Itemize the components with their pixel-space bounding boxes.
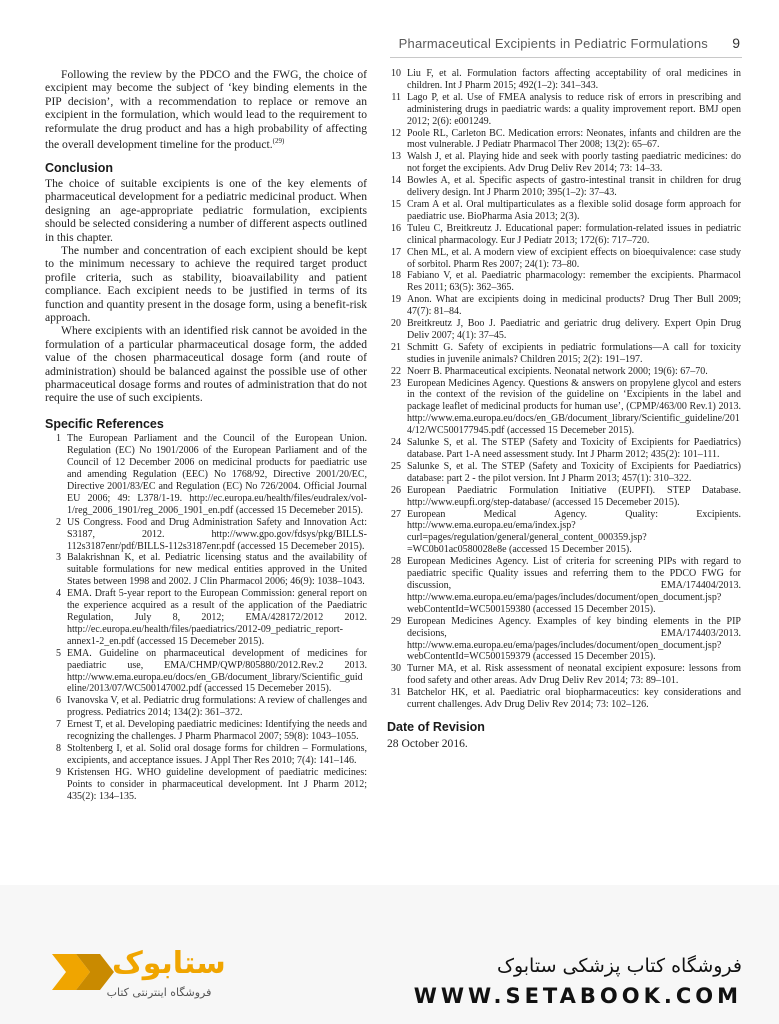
reference-item: 27 European Medical Agency. Quality: Excipients. http://www.ema.europa.eu/ema/index.jsp?curl=pages/regulation/general/general_content_000359.jsp?=WC0b01ac0580028e8e (accessed 15 December 2015). [391, 508, 741, 556]
reference-item: 29 European Medicines Agency. Examples of key binding elements in the PIP decisions, EMA/174403/2013. http://www.ema.europa.eu/ema/pages/includes/document/open_document.jsp?webContentId=WC500159379 (accessed 15 December 2015). [391, 615, 741, 663]
reference-item: 3 Balakrishnan K, et al. Pediatric licensing status and the availability of suitable formulations for new medical entities approved in the United States between 1998 and 2002. J Clin Pharmacol 2006; 46(9): 1038–1043. [56, 552, 367, 588]
reference-item: 16 Tuleu C, Breitkreutz J. Educational paper: formulation-related issues in pediatric clinical pharmacology. Eur J Pediatr 2013; 172(6): 717–720. [391, 222, 741, 246]
reference-item: 7 Ernest T, et al. Developing paediatric medicines: Identifying the needs and recognizing the challenges. J Pharm Pharmacol 2007; 59(8): 1043–1055. [56, 719, 367, 743]
reference-item: 10 Liu F, et al. Formulation factors affecting acceptability of oral medicines in children. Int J Pharm 2015; 492(1–2): 341–343. [391, 68, 741, 91]
reference-item: 11 Lago P, et al. Use of FMEA analysis to reduce risk of errors in prescribing and administering drugs in paediatric wards: a quality improvement report. BMJ open 2012; 2(6): e001249. [391, 91, 741, 127]
reference-item: 5 EMA. Guideline on pharmaceutical development of medicines for paediatric use, EMA/CHMP/QWP/805880/2012.Rev.2 2013. http://www.ema.europa.eu/docs/en_GB/document_library/Scientific_guideline/2013/07/WC500147002.pdf (accessed 15 Decemeber 2015). [56, 647, 367, 695]
citation-sup: (29) [272, 137, 285, 146]
reference-item: 1 The European Parliament and the Council of the European Union. Regulation (EC) No 1901/2006 of the European Parliament and of the Council of 12 December 2006 on medicinal products for paediatric use and amending Regulation (EEC) No 1768/92, Directive 2001/20/EC, Directive 2001/83/EC and Regulation (EC) No 726/2004. Official Journal EU 2006; 49: L378/1-19. http://ec.europa.eu/health/files/eudralex/vol-1/reg_2006_1901/reg_2006_1901_en.pdf (accessed 15 Decemeber 2015). [56, 433, 367, 516]
reference-item: 17 Chen ML, et al. A modern view of excipient effects on bioequivalence: case study of sorbitol. Pharm Res 2007; 24(1): 73–80. [391, 246, 741, 270]
revision-date: 28 October 2016. [387, 736, 468, 750]
running-header [390, 33, 742, 58]
conclusion-paragraph-2: The number and concentration of each excipient should be kept to the minimum necessary to achieve the required target product profile criteria, such as stability, bioavailability and patient compliance. Each excipient needs to be justified in terms of its function and quantity present in the dosage form, using a benefit-risk approach. [45, 243, 367, 324]
reference-item: 23 European Medicines Agency. Questions & answers on propylene glycol and esters in the context of the revision of the guideline on ‘Excipients in the label and package leaflet of medicinal products for human use’, (CPMP/463/00 Rev.1) 2013. http://www.ema.europa.eu/docs/en_GB/document_library/Scientific_guideline/2014/12/WC500177945.pdf (accessed 15 Decemeber 2015). [391, 377, 741, 437]
right-column [387, 68, 741, 750]
intro-paragraph: Following the review by the PDCO and the FWG, the choice of excipient may become the subject of ‘key binding elements in the PIP decision’, with a recommendation to replace or remove an excipient in the formulation, which would lead to the requirement to reformulate the drug product and has a high probability of affecting the overall development timeline for the product.$^{(29)}$ [45, 68, 367, 151]
reference-item: 28 European Medicines Agency. List of criteria for screening PIPs with regard to paediatric specific Quality issues and referring them to the PDCO FWG for discussion, EMA/174404/2013. http://www.ema.europa.eu/ema/pages/includes/document/open_document.jsp?webContentId=WC500159380 (accessed 15 December 2015). [391, 556, 741, 615]
reference-item: 9 Kristensen HG. WHO guideline development of paediatric medicines: Points to consider in pharmaceutical development. Int J Pharm 2012; 435(2): 134–135. [56, 766, 367, 802]
reference-item: 14 Bowles A, et al. Specific aspects of gastro-intestinal transit in children for drug delivery design. Int J Pharm 2010; 395(1–2): 37–43. [391, 175, 741, 199]
reference-item: 8 Stoltenberg I, et al. Solid oral dosage forms for children – Formulations, excipients, and acceptance issues. J Appl Ther Res 2010; 7(4): 141–146. [56, 742, 367, 766]
running-title: Pharmaceutical Excipients in Pediatric Formulations [398, 36, 708, 51]
reference-item: 18 Fabiano V, et al. Paediatric pharmacology: remember the excipients. Pharmacol Res 2011; 63(5): 362–365. [391, 270, 741, 294]
conclusion-paragraph-1: The choice of suitable excipients is one of the key elements of pharmaceutical development for a pediatric medicinal product. When designing an age-appropriate pediatric formulation, excipients should be selected considering a number of different aspects outlined in this chapter. [45, 176, 367, 244]
reference-item: 24 Salunke S, et al. The STEP (Safety and Toxicity of Excipients for Paediatrics) database. Part 1-A need assessment study. Int J Pharm 2012; 435(2): 101–111. [391, 437, 741, 460]
reference-item: 15 Cram A et al. Oral multiparticulates as a flexible solid dosage form approach for paediatric use. BioPharma Asia 2013; 2(3). [391, 198, 741, 222]
revision-heading: Date of Revision [387, 719, 485, 734]
conclusion-heading: Conclusion [45, 161, 114, 176]
page-number: 9 [732, 35, 740, 51]
reference-item: 22 Noerr B. Pharmaceutical excipients. Neonatal network 2000; 19(6): 67–70. [391, 365, 708, 377]
conclusion-paragraph-3: Where excipients with an identified risk cannot be avoided in the formulation of a particular pharmaceutical dosage form, the added value of the chosen pharmaceutical dosage form (and route of administration) should be balanced against the possible use of other pharmaceutical dosage forms and routes of administration that do not require the use of such excipients. [45, 324, 367, 405]
references-heading: Specific References [45, 416, 164, 431]
reference-item: 12 Poole RL, Carleton BC. Medication errors: Neonates, infants and children are the most vulnerable. J Pediatr Pharmacol Ther 2008; 13(2): 65–67. [391, 127, 741, 151]
left-column [45, 68, 367, 802]
reference-item: 31 Batchelor HK, et al. Paediatric oral biopharmaceutics: key considerations and current challenges. Adv Drug Deliv Rev 2014; 73: 102–126. [391, 687, 741, 711]
reference-item: 6 Ivanovska V, et al. Pediatric drug formulations: A review of challenges and progress. Pediatrics 2014; 134(2): 361–372. [56, 695, 367, 719]
reference-list-left [45, 433, 367, 802]
shop-url: WWW.SETABOOK.COM [413, 984, 742, 1008]
reference-item: 2 US Congress. Food and Drug Administration Safety and Innovation Act: S3187, 2012. http://www.gpo.gov/fdsys/pkg/BILLS-112s3187enr/pdf/BILLS-112s3187enr.pdf (accessed 15 Decemeber 2015). [56, 516, 367, 552]
reference-item: 21 Schmitt G. Safety of excipients in pediatric formulations—A call for toxicity studies in juvenile animals? Children 2015; 2(2): 191–197. [391, 341, 741, 365]
reference-item: 13 Walsh J, et al. Playing hide and seek with poorly tasting paediatric medicines: do not forget the excipients. Adv Drug Deliv Rev 2014; 73: 14–33. [391, 151, 741, 175]
logo-brand-text: ستابوک [112, 946, 226, 981]
reference-item: 19 Anon. What are excipients doing in medicinal products? Drug Ther Bull 2009; 47(7): 81–84. [391, 294, 741, 318]
reference-item: 25 Salunke S, et al. The STEP (Safety and Toxicity of Excipients for Paediatrics) database: part 2 - the pilot version. Int J Pharm 2013; 457(1): 310–322. [391, 460, 741, 484]
reference-list-right [387, 68, 741, 711]
logo-subtitle: فروشگاه اینترنتی کتاب [106, 986, 212, 999]
reference-item: 4 EMA. Draft 5-year report to the European Commission: general report on the experience acquired as a result of the application of the Paediatric Regulation, July 8, 2012; EMA/428172/2012 2012. http://ec.europa.eu/health/files/paediatrics/2012-09_pediatric_report-annex1-2_en.pdf (accessed 15 Decemeber 2015). [56, 588, 367, 647]
reference-item: 30 Turner MA, et al. Risk assessment of neonatal excipient exposure: lessons from food safety and other areas. Adv Drug Deliv Rev 2014; 73: 89–101. [391, 663, 741, 687]
reference-item: 20 Breitkreutz J, Boo J. Paediatric and geriatric drug delivery. Expert Opin Drug Deliv 2007; 4(1): 37–45. [391, 318, 741, 341]
reference-item: 26 European Paediatric Formulation Initiative (EUPFI). STEP Database. http://www.eupfi.org/step-database/ (accessed 15 Decemeber 2015). [391, 484, 741, 508]
shop-title: فروشگاه کتاب پزشکی ستابوک [496, 955, 742, 977]
